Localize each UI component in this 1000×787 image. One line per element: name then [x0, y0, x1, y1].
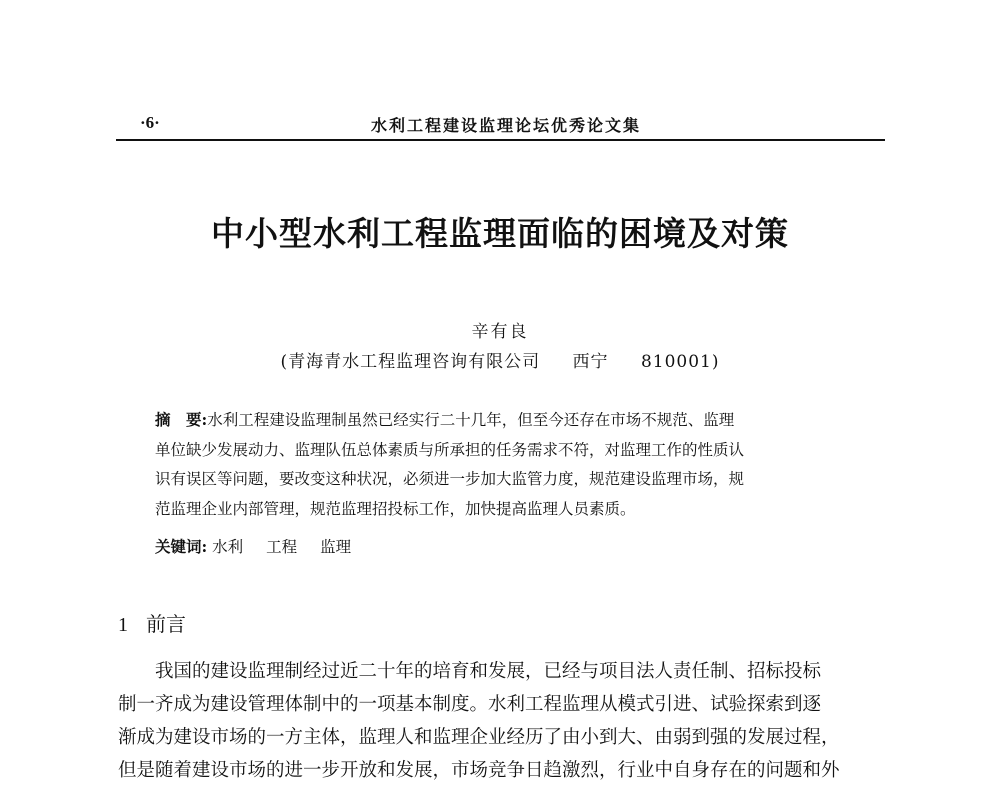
running-header: [126, 113, 886, 137]
affiliation-postcode: 810001): [640, 352, 720, 372]
abstract-line: 范监理企业内部管理，规范监理招投标工作，加快提高监理人员素质。: [155, 499, 636, 518]
body-paragraph: [118, 655, 888, 787]
abstract-text: 水利工程建设监理制虽然已经实行二十几年，但至今还存在市场不规范、监理: [207, 411, 735, 429]
running-title: 水利工程建设监理论坛优秀论文集: [370, 116, 641, 135]
keyword: 监理: [320, 538, 352, 556]
section-heading: [118, 608, 186, 637]
abstract: [155, 405, 855, 524]
paper-title: 中小型水利工程监理面临的困境及对策: [211, 214, 789, 253]
abstract-line: 单位缺少发展动力、监理队伍总体素质与所承担的任务需求不符，对监理工作的性质认: [155, 440, 745, 459]
section-title: 前言: [146, 612, 186, 636]
affiliation: [0, 347, 1000, 372]
keywords: [155, 535, 369, 557]
abstract-line: 识有误区等问题，要改变这种状况，必须进一步加大监管力度，规范建设监理市场，规: [155, 470, 745, 488]
body-line: 渐成为建设市场的一方主体，监理人和监理企业经历了由小到大、由弱到强的发展过程，: [118, 727, 840, 748]
section-number: 1: [118, 614, 128, 636]
body-line: 但是随着建设市场的进一步开放和发展，市场竞争日趋激烈，行业中自身存在的问题和外: [118, 760, 840, 781]
keyword: 工程: [266, 538, 298, 556]
affiliation-city: 西宁: [572, 352, 609, 372]
header-rule: [116, 139, 885, 141]
page-number: ·6·: [140, 113, 160, 132]
affiliation-org: (青海青水工程监理咨询有限公司: [280, 352, 541, 372]
keyword: 水利: [212, 538, 244, 556]
body-line: 制一齐成为建设管理体制中的一项基本制度。水利工程监理从模式引进、试验探索到逐: [118, 694, 822, 715]
body-line: 我国的建设监理制经过近二十年的培育和发展，已经与项目法人责任制、招标投标: [155, 661, 822, 682]
abstract-line: [155, 405, 855, 436]
author-name: 辛有良: [471, 322, 529, 342]
keywords-label: 关键词:: [155, 537, 208, 556]
abstract-label: 摘 要:: [155, 410, 208, 429]
